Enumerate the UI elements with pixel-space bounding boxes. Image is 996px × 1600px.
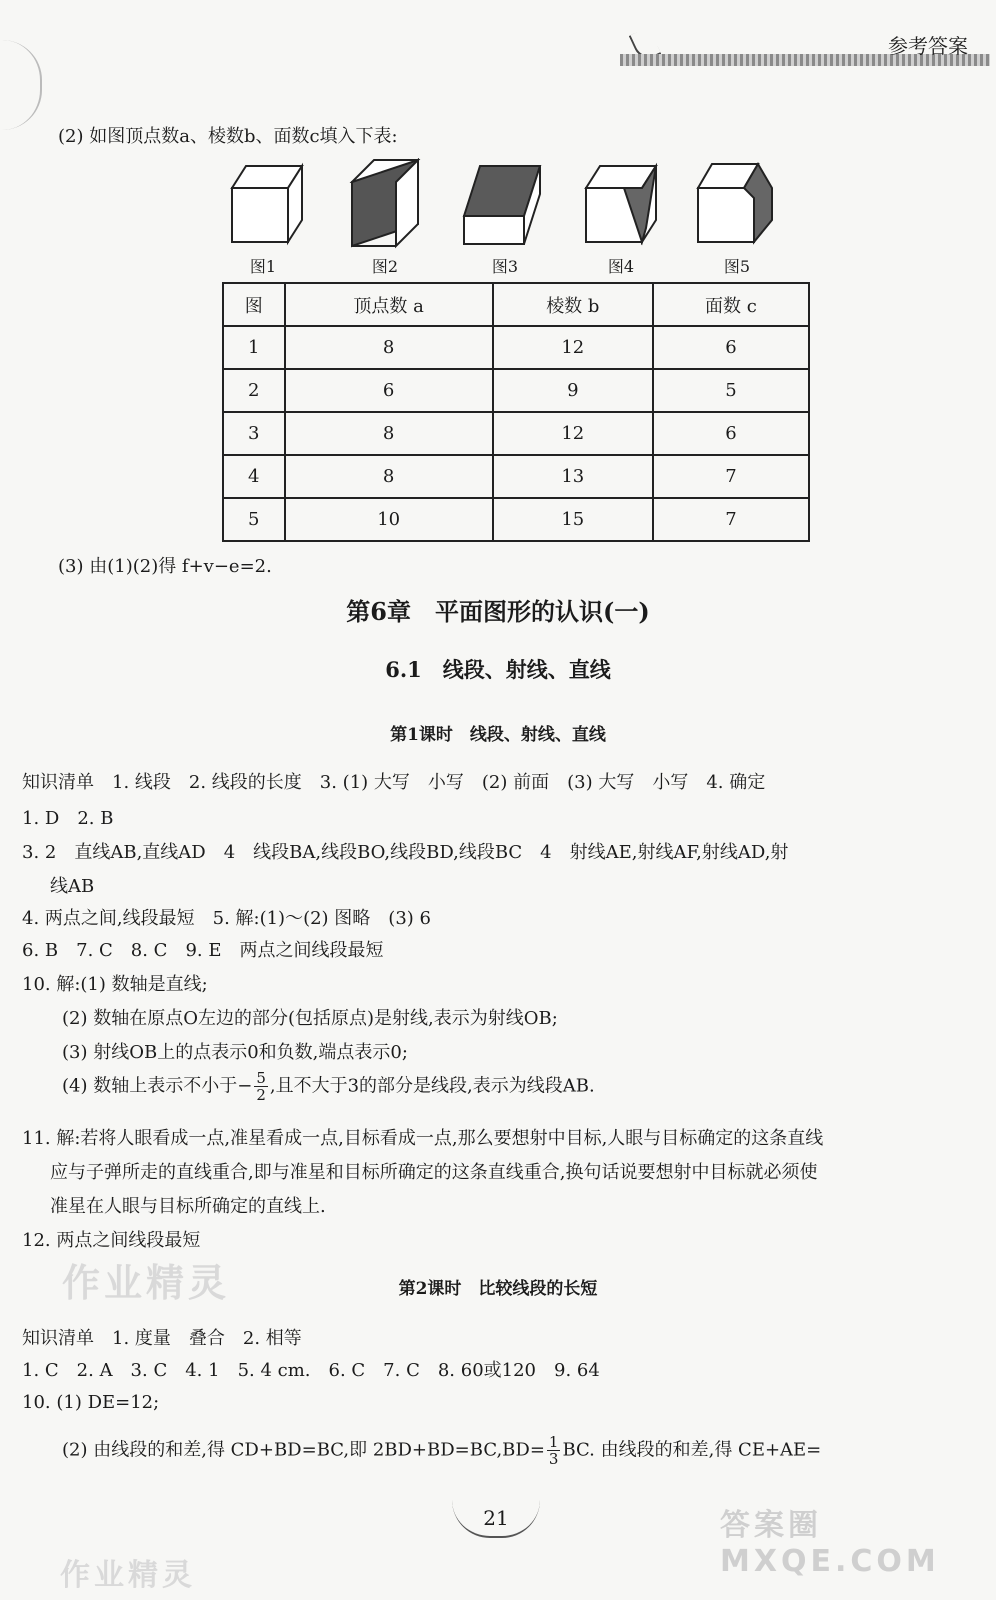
lesson2-title: 第2课时 比较线段的长短 <box>398 1279 598 1299</box>
figure-1-cube <box>230 158 304 250</box>
table-cell: 6 <box>653 412 809 455</box>
lesson1-answer-line: 1. D 2. B <box>22 808 114 829</box>
figure-1-label: 图1 <box>249 257 277 276</box>
fraction-denominator: 3 <box>548 1450 559 1468</box>
table-cell: 12 <box>493 326 653 369</box>
answer-text: BC. 由线段的和差,得 CE+AE= <box>562 1439 822 1461</box>
table-cell: 5 <box>653 369 809 412</box>
lesson1-answer-line: 11. 解:若将人眼看成一点,准星看成一点,目标看成一点,那么要想射中目标,人眼与目标确定的这条直线 <box>22 1128 824 1149</box>
watermark-bottom-left: 作业精灵 <box>60 1558 196 1593</box>
table-header: 图 <box>223 283 285 326</box>
answer-text: ,且不大于3的部分是线段,表示为线段AB. <box>269 1075 595 1097</box>
fraction-1-3 <box>547 1434 561 1467</box>
table-header-row <box>223 283 809 326</box>
figure-5-label: 图5 <box>723 257 751 276</box>
table-row <box>223 326 809 369</box>
figure-4-label: 图4 <box>607 257 635 276</box>
lesson1-answer-line: 应与子弹所走的直线重合,即与准星和目标所确定的这条直线重合,换句话说要想射中目标就必须使 <box>50 1162 818 1183</box>
corner-decoration <box>0 40 42 130</box>
table-cell: 8 <box>285 455 493 498</box>
fraction-5-2 <box>254 1070 268 1103</box>
part2-intro: (2) 如图顶点数a、棱数b、面数c填入下表: <box>58 126 398 147</box>
table-cell: 7 <box>653 498 809 541</box>
watermark-bottom-right: 答案圈 MXQE.COM <box>720 1508 940 1579</box>
lesson1-answer-line: 10. 解:(1) 数轴是直线; <box>22 974 208 995</box>
header-label: 参考答案 <box>888 34 968 58</box>
lesson2-answer-line: 1. C 2. A 3. C 4. 1 5. 4 cm. 6. C 7. C 8. 60或120 9. 64 <box>22 1360 600 1381</box>
lesson1-answer-line: (2) 数轴在原点O左边的部分(包括原点)是射线,表示为射线OB; <box>62 1008 558 1029</box>
section-title: 6.1 线段、射线、直线 <box>385 657 611 682</box>
figure-2-prism <box>348 158 422 250</box>
watermark-mid: 作业精灵 <box>62 1261 231 1305</box>
answer-text: (4) 数轴上表示不小于− <box>62 1075 253 1097</box>
lesson1-answer-line: 12. 两点之间线段最短 <box>22 1230 201 1251</box>
figure-4-cut-cube <box>584 158 662 250</box>
table-row <box>223 455 809 498</box>
lesson1-answer-line: 准星在人眼与目标所确定的直线上. <box>50 1196 326 1217</box>
figure-3-cube <box>462 158 544 250</box>
polyhedron-table <box>222 282 810 542</box>
table-row <box>223 412 809 455</box>
table-cell: 3 <box>223 412 285 455</box>
lesson2-answer-10-2 <box>62 1434 821 1467</box>
table-cell: 6 <box>285 369 493 412</box>
chapter-title: 第6章 平面图形的认识(一) <box>346 597 650 626</box>
table-cell: 13 <box>493 455 653 498</box>
lesson2-answer-line: 10. (1) DE=12; <box>22 1392 160 1413</box>
lesson1-answer-line: 3. 2 直线AB,直线AD 4 线段BA,线段BO,线段BD,线段BC 4 射线AE,射线AF,射线AD,射 <box>22 842 789 863</box>
table-row <box>223 498 809 541</box>
fraction-numerator: 1 <box>548 1433 559 1451</box>
table-cell: 10 <box>285 498 493 541</box>
table-header: 棱数 b <box>493 283 653 326</box>
table-cell: 15 <box>493 498 653 541</box>
figure-5-cut-cube <box>696 158 776 250</box>
figure-2-label: 图2 <box>371 257 399 276</box>
table-row <box>223 369 809 412</box>
fraction-denominator: 2 <box>256 1086 266 1104</box>
figure-3-label: 图3 <box>491 257 519 276</box>
lesson1-answer-line: 线AB <box>50 876 95 897</box>
part3-conclusion: (3) 由(1)(2)得 f+v−e=2. <box>58 556 272 577</box>
fraction-numerator: 5 <box>256 1069 266 1087</box>
lesson1-knowledge-list: 知识清单 1. 线段 2. 线段的长度 3. (1) 大写 小写 (2) 前面 (3) 大写 小写 4. 确定 <box>22 772 766 793</box>
figure-row <box>230 158 800 278</box>
lesson1-title: 第1课时 线段、射线、直线 <box>390 725 606 745</box>
table-cell: 1 <box>223 326 285 369</box>
table-cell: 8 <box>285 326 493 369</box>
table-cell: 2 <box>223 369 285 412</box>
lesson1-answer-line: (3) 射线OB上的点表示0和负数,端点表示0; <box>62 1042 408 1063</box>
table-cell: 7 <box>653 455 809 498</box>
table-header: 面数 c <box>653 283 809 326</box>
answer-text: (2) 由线段的和差,得 CD+BD=BC,即 2BD+BD=BC,BD= <box>62 1439 545 1461</box>
table-cell: 6 <box>653 326 809 369</box>
table-header: 顶点数 a <box>285 283 493 326</box>
table-cell: 5 <box>223 498 285 541</box>
lesson2-knowledge-list: 知识清单 1. 度量 叠合 2. 相等 <box>22 1328 302 1349</box>
table-cell: 9 <box>493 369 653 412</box>
table-cell: 4 <box>223 455 285 498</box>
lesson1-answer-line: 6. B 7. C 8. C 9. E 两点之间线段最短 <box>22 940 384 961</box>
lesson1-answer-10-4 <box>62 1070 595 1103</box>
table-cell: 8 <box>285 412 493 455</box>
table-cell: 12 <box>493 412 653 455</box>
page-number: 21 <box>483 1506 509 1530</box>
lesson1-answer-line: 4. 两点之间,线段最短 5. 解:(1)～(2) 图略 (3) 6 <box>22 908 431 929</box>
